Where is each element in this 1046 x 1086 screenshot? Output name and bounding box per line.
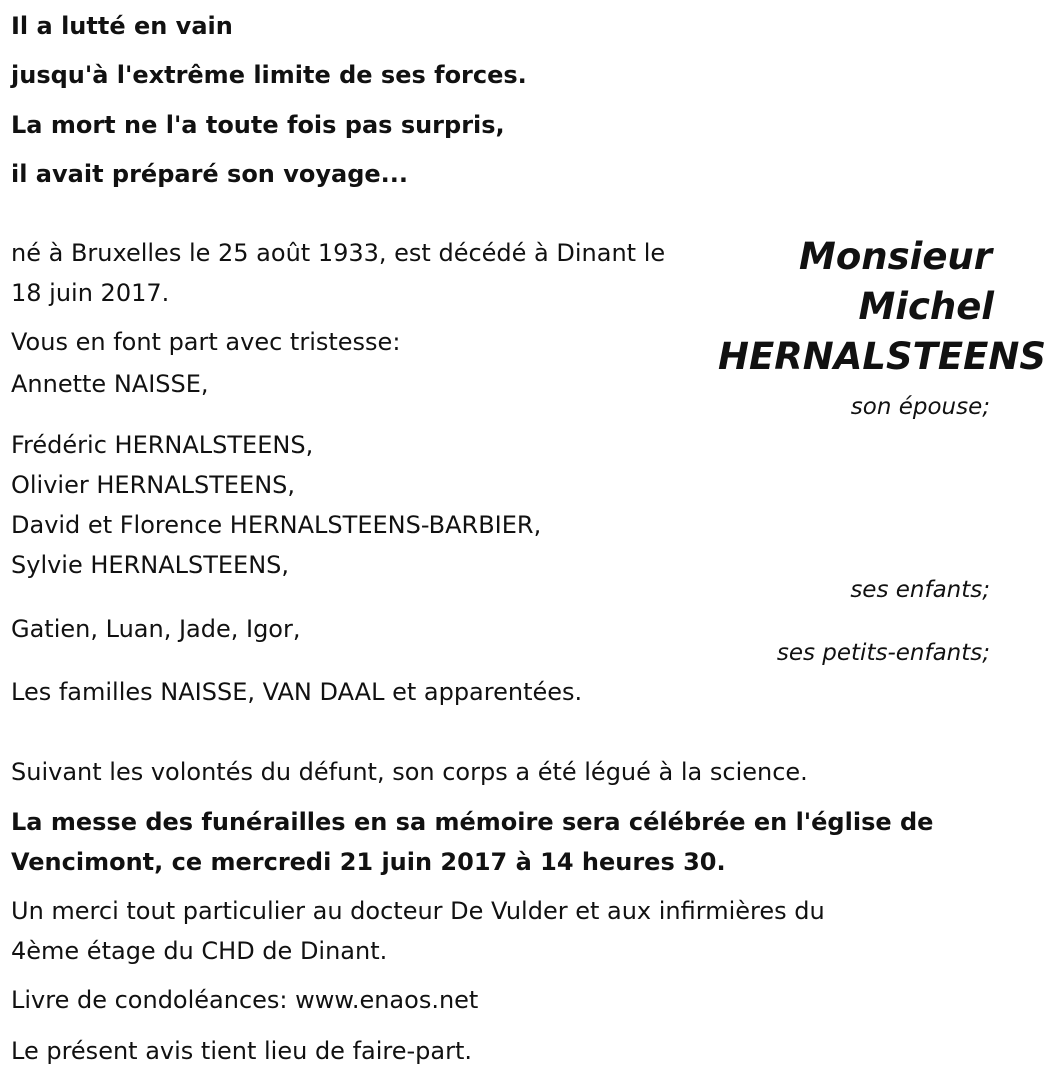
poem-line-2: jusqu'à l'extrême limite de ses forces. — [11, 61, 527, 89]
spouse-role: son épouse; — [850, 394, 990, 420]
birth-death-line-2: 18 juin 2017. — [11, 279, 170, 307]
poem-line-4: il avait préparé son voyage... — [11, 160, 409, 188]
body-to-science: Suivant les volontés du défunt, son corps a été légué à la science. — [11, 758, 808, 786]
deceased-title: Monsieur — [799, 235, 992, 278]
grandchildren-names: Gatien, Luan, Jade, Igor, — [11, 615, 301, 643]
condolences-line: Livre de condoléances: www.enaos.net — [11, 986, 479, 1014]
notice-line: Le présent avis tient lieu de faire-part. — [11, 1037, 473, 1065]
child-name-3: David et Florence HERNALSTEENS-BARBIER, — [11, 511, 542, 539]
deceased-first-name: Michel — [858, 285, 994, 328]
thanks-line-1: Un merci tout particulier au docteur De Vulder et aux infirmières du — [11, 897, 825, 925]
child-name-1: Frédéric HERNALSTEENS, — [11, 431, 314, 459]
families-line: Les familles NAISSE, VAN DAAL et apparentées. — [11, 678, 583, 706]
thanks-line-2: 4ème étage du CHD de Dinant. — [11, 937, 388, 965]
child-name-2: Olivier HERNALSTEENS, — [11, 471, 296, 499]
grandchildren-role: ses petits-enfants; — [776, 640, 990, 666]
deceased-name-block — [718, 232, 1046, 382]
children-role: ses enfants; — [850, 577, 990, 603]
funeral-line-1: La messe des funérailles en sa mémoire sera célébrée en l'église de — [11, 808, 934, 836]
spouse-name: Annette NAISSE, — [11, 370, 209, 398]
funeral-line-2: Vencimont, ce mercredi 21 juin 2017 à 14 heures 30. — [11, 848, 726, 876]
birth-death-line-1: né à Bruxelles le 25 août 1933, est décédé à Dinant le — [11, 239, 666, 267]
deceased-last-name: HERNALSTEENS — [718, 335, 1046, 378]
child-name-4: Sylvie HERNALSTEENS, — [11, 551, 290, 579]
announcement: Vous en font part avec tristesse: — [11, 328, 401, 356]
poem-line-3: La mort ne l'a toute fois pas surpris, — [11, 111, 505, 139]
poem-line-1: Il a lutté en vain — [11, 12, 233, 40]
